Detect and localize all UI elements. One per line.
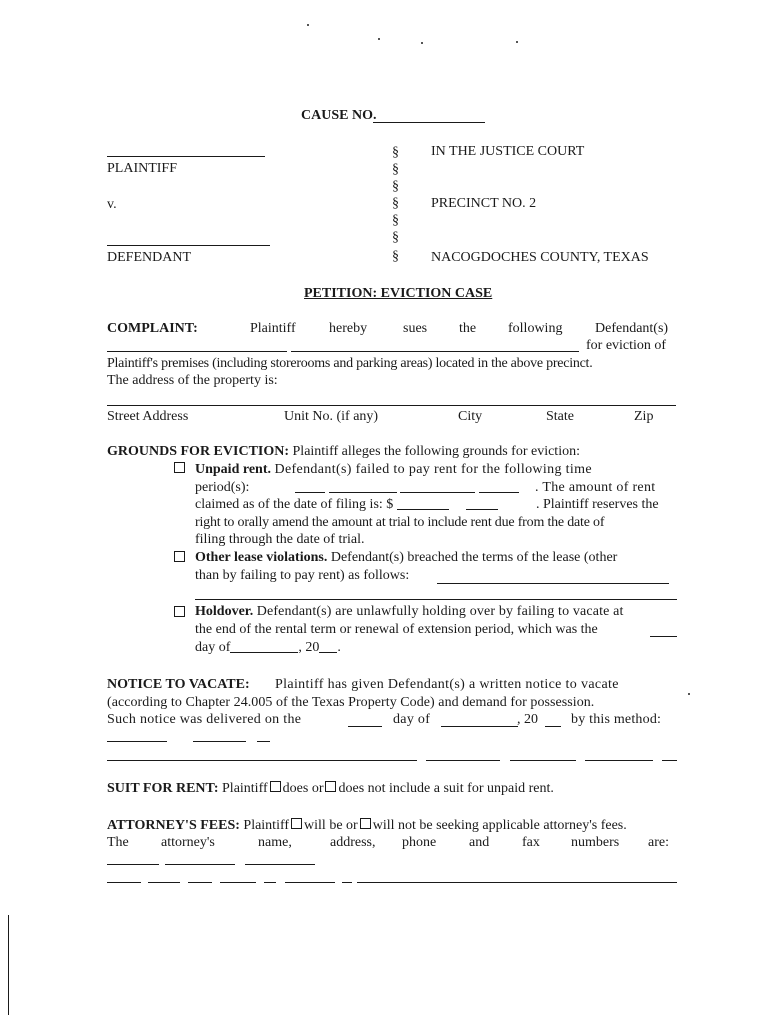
other-violations-line1 bbox=[195, 550, 617, 566]
attorney-will-not-checkbox[interactable] bbox=[360, 818, 371, 829]
section-mark: § bbox=[392, 162, 399, 177]
holdover-checkbox[interactable] bbox=[172, 606, 187, 622]
claimed-amount-text: claimed as of the date of filing is: $ bbox=[195, 497, 394, 512]
complaint-line3: Plaintiff's premises (including storerooms and parking areas) located in the above precinct. bbox=[107, 356, 593, 371]
complaint-word: following bbox=[508, 321, 563, 336]
section-mark: § bbox=[392, 179, 399, 194]
scan-speck bbox=[688, 693, 690, 695]
attorney-info-blank bbox=[342, 882, 352, 883]
reserves-text: . Plaintiff reserves the bbox=[536, 497, 659, 512]
plaintiff-blank bbox=[107, 156, 265, 157]
notice-method-blank bbox=[585, 760, 653, 761]
attorney-word: attorney's bbox=[161, 835, 215, 850]
unpaid-rent-title: Unpaid rent. bbox=[195, 462, 271, 477]
suit-for-rent-line bbox=[107, 781, 554, 797]
other-violations-title: Other lease violations. bbox=[195, 550, 328, 565]
city-label: City bbox=[458, 409, 483, 424]
attorney-info-blank bbox=[148, 882, 180, 883]
state-label: State bbox=[546, 409, 574, 424]
notice-method-blank bbox=[107, 741, 167, 742]
grounds-intro: Plaintiff alleges the following grounds for eviction: bbox=[292, 444, 580, 459]
unpaid-rent-checkbox[interactable] bbox=[172, 462, 187, 478]
attorney-info-blank bbox=[220, 882, 256, 883]
defendant-blank bbox=[107, 245, 270, 246]
notice-method-blank bbox=[193, 741, 246, 742]
violation-details-blank bbox=[195, 599, 677, 600]
section-mark: § bbox=[392, 230, 399, 245]
attorney-info-blank bbox=[107, 882, 141, 883]
notice-method-blank bbox=[107, 760, 417, 761]
attorney-word: phone bbox=[402, 835, 437, 850]
notice-label: NOTICE TO VACATE: bbox=[107, 677, 250, 692]
holdover-day-blank bbox=[650, 636, 677, 637]
notice-line3-c: , 20 bbox=[517, 712, 538, 727]
suit-does-not-text: does not include a suit for unpaid rent. bbox=[338, 781, 554, 796]
scan-edge-line bbox=[8, 915, 9, 1015]
attorney-word: name, bbox=[258, 835, 292, 850]
unpaid-rent-line5: filing through the date of trial. bbox=[195, 532, 365, 547]
notice-method-blank bbox=[510, 760, 576, 761]
notice-line2: (according to Chapter 24.005 of the Texas Property Code) and demand for possession. bbox=[107, 695, 595, 710]
notice-line1: Plaintiff has given Defendant(s) a written notice to vacate bbox=[275, 677, 619, 692]
holdover-line2: the end of the rental term or renewal of extension period, which was the bbox=[195, 622, 598, 637]
street-address-label: Street Address bbox=[107, 409, 189, 424]
attorney-word: address, bbox=[330, 835, 376, 850]
grounds-heading bbox=[107, 444, 580, 460]
address-blank bbox=[107, 405, 676, 406]
attorney-info-blank bbox=[107, 864, 159, 865]
unpaid-rent-line4: right to orally amend the amount at trial to include rent due from the date of bbox=[195, 515, 605, 530]
attorney-word: and bbox=[469, 835, 490, 850]
attorney-info-blank bbox=[357, 882, 677, 883]
section-mark: § bbox=[392, 213, 399, 228]
notice-day-blank bbox=[348, 726, 382, 727]
claimed-amount-line bbox=[195, 497, 498, 513]
grounds-label: GROUNDS FOR EVICTION: bbox=[107, 444, 290, 459]
notice-line3-a: Such notice was delivered on the bbox=[107, 712, 302, 727]
suit-does-checkbox[interactable] bbox=[270, 781, 281, 792]
other-violations-checkbox[interactable] bbox=[172, 551, 187, 567]
cause-no-blank bbox=[373, 122, 485, 123]
holdover-day-of: day of bbox=[195, 640, 231, 655]
defendant-name-blank bbox=[291, 351, 579, 352]
defendant-name-blank bbox=[107, 351, 287, 352]
plaintiff-label: PLAINTIFF bbox=[107, 161, 178, 176]
attorney-word: fax bbox=[522, 835, 540, 850]
section-mark: § bbox=[392, 249, 399, 264]
complaint-word: sues bbox=[403, 321, 428, 336]
attorney-info-blank bbox=[285, 882, 335, 883]
holdover-line3: day of , 20 . bbox=[195, 640, 341, 655]
unit-no-label: Unit No. (if any) bbox=[284, 409, 379, 424]
suit-does-not-checkbox[interactable] bbox=[325, 781, 336, 792]
unpaid-rent-text: Defendant(s) failed to pay rent for the following time bbox=[274, 462, 592, 477]
attorney-info-blank bbox=[245, 864, 315, 865]
attorney-will-text: will be or bbox=[304, 818, 358, 833]
scan-speck bbox=[516, 41, 518, 43]
complaint-line4: The address of the property is: bbox=[107, 373, 278, 388]
rent-amount-cents-blank[interactable] bbox=[466, 497, 498, 510]
defendant-label: DEFENDANT bbox=[107, 250, 191, 265]
attorney-word: The bbox=[107, 835, 129, 850]
complaint-word: Plaintiff bbox=[250, 321, 296, 336]
attorney-will-not-text: will not be seeking applicable attorney's fees. bbox=[372, 818, 627, 833]
rent-period-blanks bbox=[295, 480, 519, 496]
other-violations-text: Defendant(s) breached the terms of the lease (other bbox=[330, 550, 618, 565]
notice-method-blank bbox=[257, 741, 270, 742]
notice-line3-d: by this method: bbox=[571, 712, 662, 727]
attorney-info-blank bbox=[188, 882, 212, 883]
notice-method-blank bbox=[426, 760, 500, 761]
unpaid-rent-line1 bbox=[195, 462, 592, 478]
court-name: IN THE JUSTICE COURT bbox=[431, 144, 585, 159]
amount-of-rent-text: . The amount of rent bbox=[535, 480, 656, 495]
suit-plaintiff: Plaintiff bbox=[222, 781, 268, 796]
attorney-info-blank bbox=[165, 864, 235, 865]
notice-year-blank bbox=[545, 726, 561, 727]
holdover-title: Holdover. bbox=[195, 604, 254, 619]
scan-speck bbox=[307, 24, 309, 26]
attorney-fees-line bbox=[107, 818, 627, 834]
attorney-will-checkbox[interactable] bbox=[291, 818, 302, 829]
zip-label: Zip bbox=[634, 409, 654, 424]
for-eviction-text: for eviction of bbox=[586, 338, 667, 353]
notice-method-blank bbox=[662, 760, 677, 761]
unpaid-period-label: period(s): bbox=[195, 480, 250, 495]
scan-speck bbox=[378, 38, 380, 40]
complaint-word: hereby bbox=[329, 321, 368, 336]
complaint-word: Defendant(s) bbox=[595, 321, 669, 336]
attorney-fees-label: ATTORNEY'S FEES: bbox=[107, 818, 240, 833]
versus-label: v. bbox=[107, 197, 117, 212]
suit-does-text: does or bbox=[282, 781, 324, 796]
county-name: NACOGDOCHES COUNTY, TEXAS bbox=[431, 250, 649, 265]
attorney-word: numbers bbox=[571, 835, 620, 850]
suit-for-rent-label: SUIT FOR RENT: bbox=[107, 781, 219, 796]
notice-month-blank bbox=[441, 726, 518, 727]
attorney-plaintiff: Plaintiff bbox=[243, 818, 290, 833]
holdover-text: Defendant(s) are unlawfully holding over by failing to vacate at bbox=[256, 604, 624, 619]
scan-speck bbox=[421, 42, 423, 44]
attorney-info-blank bbox=[264, 882, 276, 883]
complaint-label: COMPLAINT: bbox=[107, 321, 198, 336]
violation-details-blank bbox=[437, 583, 669, 584]
notice-line3-b: day of bbox=[393, 712, 431, 727]
section-mark: § bbox=[392, 196, 399, 211]
precinct-number: PRECINCT NO. 2 bbox=[431, 196, 537, 211]
complaint-word: the bbox=[459, 321, 477, 336]
cause-no-label: CAUSE NO. bbox=[301, 108, 377, 123]
other-violations-line2: than by failing to pay rent) as follows: bbox=[195, 568, 410, 583]
petition-title: PETITION: EVICTION CASE bbox=[304, 286, 493, 301]
holdover-line1 bbox=[195, 604, 624, 620]
rent-amount-blank[interactable] bbox=[397, 497, 449, 510]
section-mark: § bbox=[392, 145, 399, 160]
attorney-word: are: bbox=[648, 835, 669, 850]
